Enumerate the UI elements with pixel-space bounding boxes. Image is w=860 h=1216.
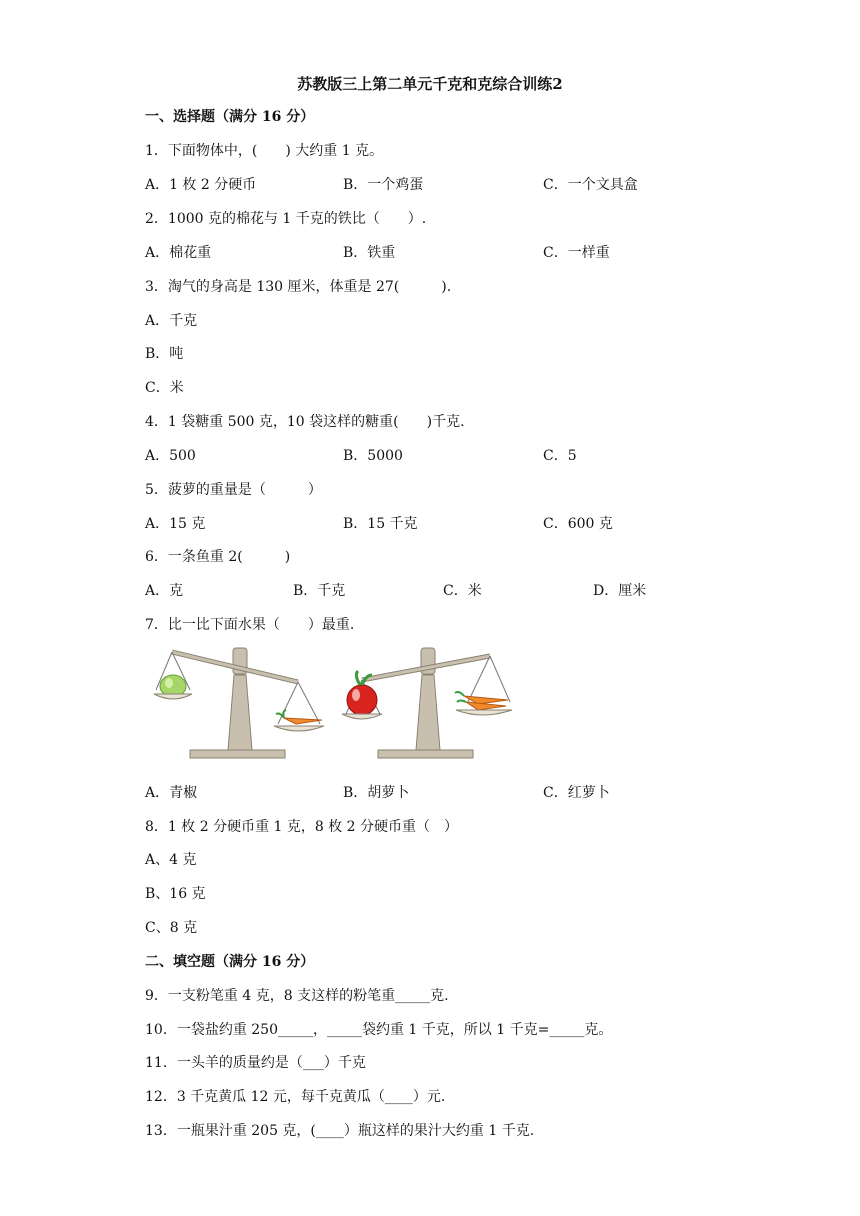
- fill-question-11: 11．一头羊的质量约是（___）千克: [145, 1055, 366, 1071]
- q2-option-b: B．铁重: [343, 245, 396, 261]
- q8-option-b: B、16 克: [145, 886, 206, 902]
- q4-option-a: A．500: [145, 448, 196, 464]
- section-heading-choice: 一、选择题（满分 16 分）: [145, 109, 315, 125]
- q4-option-c: C．5: [543, 448, 577, 464]
- fill-question-12: 12．3 千克黄瓜 12 元，每千克黄瓜（____）元.: [145, 1089, 446, 1105]
- balance-scale-pepper-carrot-image: [150, 640, 330, 765]
- q4-option-b: B．5000: [343, 448, 403, 464]
- q5-option-c: C．600 克: [543, 516, 613, 532]
- section-heading-fill: 二、填空题（满分 16 分）: [145, 954, 315, 970]
- balance-scale-radish-carrot-image: [340, 640, 515, 765]
- page-title: 苏教版三上第二单元千克和克综合训练2: [297, 75, 563, 93]
- q7-option-b: B．胡萝卜: [343, 785, 410, 801]
- q1-option-c: C．一个文具盒: [543, 177, 638, 193]
- q7-option-a: A．青椒: [145, 785, 198, 801]
- q2-option-a: A．棉花重: [145, 245, 212, 261]
- q5-option-b: B．15 千克: [343, 516, 418, 532]
- fill-question-13: 13．一瓶果汁重 205 克，(____）瓶这样的果汁大约重 1 千克.: [145, 1123, 535, 1139]
- question-5: 5．菠萝的重量是（ ）: [145, 482, 322, 498]
- q3-option-b: B．吨: [145, 346, 184, 362]
- question-3: 3．淘气的身高是 130 厘米，体重是 27( ).: [145, 279, 452, 295]
- q6-option-d: D．厘米: [593, 583, 647, 599]
- fill-question-9: 9．一支粉笔重 4 克，8 支这样的粉笔重_____克.: [145, 988, 449, 1004]
- q6-option-b: B．千克: [293, 583, 346, 599]
- question-8: 8．1 枚 2 分硬币重 1 克，8 枚 2 分硬币重（ ）: [145, 819, 459, 835]
- q3-option-a: A．千克: [145, 313, 198, 329]
- question-2: 2．1000 克的棉花与 1 千克的铁比（ ）.: [145, 211, 427, 227]
- q5-option-a: A．15 克: [145, 516, 206, 532]
- question-4: 4．1 袋糖重 500 克，10 袋这样的糖重( )千克.: [145, 414, 465, 430]
- q7-option-c: C．红萝卜: [543, 785, 610, 801]
- q1-option-b: B．一个鸡蛋: [343, 177, 424, 193]
- question-1: 1．下面物体中，( ) 大约重 1 克。: [145, 143, 384, 159]
- q8-option-a: A、4 克: [145, 852, 197, 868]
- question-7: 7．比一比下面水果（ ）最重.: [145, 617, 355, 633]
- q1-option-a: A．1 枚 2 分硬币: [145, 177, 257, 193]
- q2-option-c: C．一样重: [543, 245, 610, 261]
- q3-option-c: C．米: [145, 380, 184, 396]
- fill-question-10: 10．一袋盐约重 250_____，_____袋约重 1 千克，所以 1 千克=_____克。: [145, 1022, 613, 1038]
- q8-option-c: C、8 克: [145, 920, 198, 936]
- q6-option-a: A．克: [145, 583, 184, 599]
- question-6: 6．一条鱼重 2( ): [145, 549, 291, 565]
- q6-option-c: C．米: [443, 583, 482, 599]
